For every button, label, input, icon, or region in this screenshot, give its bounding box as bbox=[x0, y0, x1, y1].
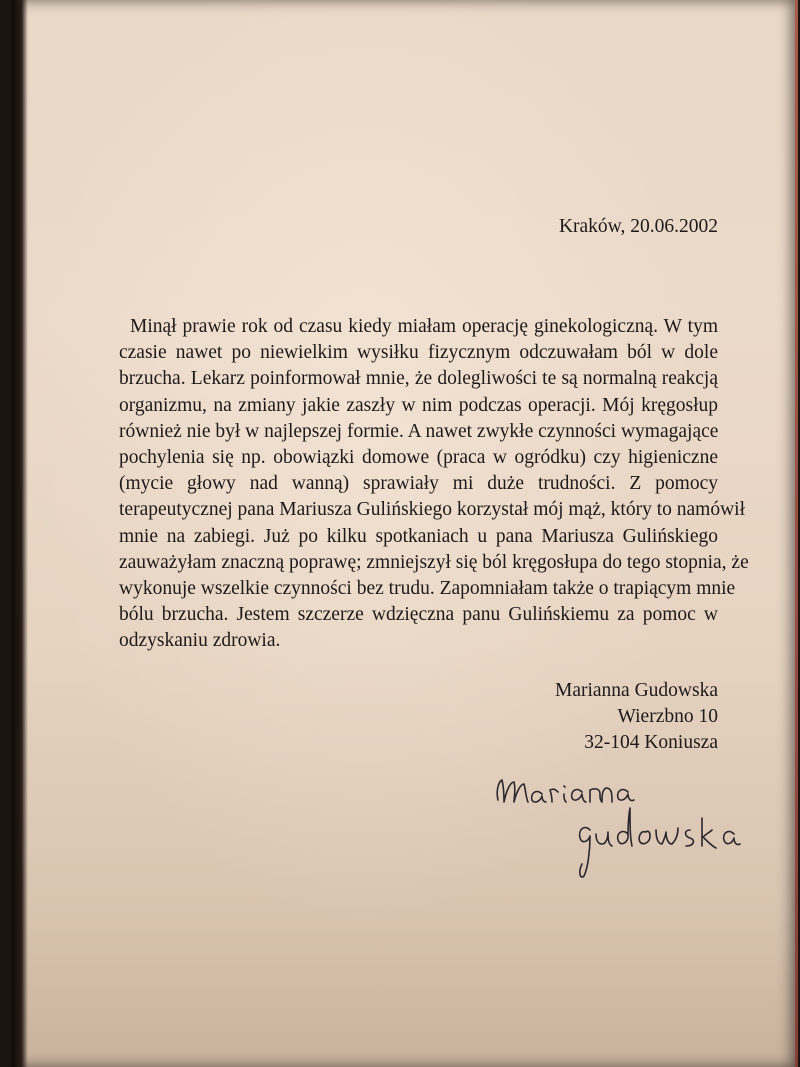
signature-stroke bbox=[497, 780, 528, 802]
signature-stroke bbox=[618, 790, 634, 801]
letter-body bbox=[119, 314, 749, 654]
body-line: mnie na zabiegi. Już po kilku spotkaniach u pana Mariusza Gulińskiego bbox=[119, 525, 718, 547]
signature-stroke bbox=[596, 832, 612, 846]
body-line: organizmu, na zmiany jakie zaszły w nim podczas operacji. Mój kręgosłup bbox=[119, 394, 718, 416]
sheet-shadow-left bbox=[12, 0, 28, 1067]
sender-city: 32-104 Koniusza bbox=[584, 732, 718, 754]
sender-address bbox=[482, 678, 718, 757]
letter-date: Kraków, 20.06.2002 bbox=[558, 216, 718, 237]
body-line: wykonuje wszelkie czynności bez trudu. Zapomniałam także o trapiącym mnie bbox=[119, 577, 736, 599]
body-line: brzucha. Lekarz poinformował mnie, że dolegliwości te są normalną reakcją bbox=[119, 368, 718, 390]
signature-stroke bbox=[724, 832, 740, 845]
body-line: również nie był w najlepszej formie. A nawet zwykłe czynności wymagające bbox=[119, 420, 719, 442]
body-line: terapeutycznej pana Mariusza Gulińskiego korzystał mój mąż, który to namówił bbox=[119, 499, 745, 521]
signature-stroke bbox=[572, 790, 586, 802]
signature-stroke bbox=[532, 792, 546, 803]
signature-stroke bbox=[550, 789, 558, 802]
signature-stroke bbox=[590, 788, 612, 802]
signature-stroke bbox=[580, 828, 590, 878]
sender-street: Wierzbno 10 bbox=[617, 706, 718, 728]
signature-stroke bbox=[618, 808, 632, 846]
sender-name: Marianna Gudowska bbox=[555, 680, 718, 701]
signature-stroke bbox=[564, 786, 566, 802]
body-line: bólu brzucha. Jestem szczerze wdzięczna panu Gulińskiemu za pomoc w bbox=[119, 604, 718, 626]
letter-sheet bbox=[12, 0, 798, 1067]
signature-stroke bbox=[702, 818, 716, 848]
body-line: pochylenia się np. obowiązki domowe (praca w ogródku) czy higieniczne bbox=[119, 446, 718, 468]
signature-stroke bbox=[656, 828, 678, 844]
signature-stroke bbox=[686, 830, 694, 846]
sheet-edge-right bbox=[795, 0, 798, 1067]
body-line: odzyskaniu zdrowia. bbox=[119, 630, 281, 652]
body-line: zauważyłam znaczną poprawę; zmniejszył się ból kręgosłupa do tego stopnia, że bbox=[119, 551, 749, 573]
signature-stroke bbox=[639, 831, 650, 843]
handwritten-signature bbox=[490, 768, 790, 888]
body-line: Minął prawie rok od czasu kiedy miałam operację ginekologiczną. W tym bbox=[130, 316, 718, 337]
body-line: (mycie głowy nad wanną) sprawiały mi duże trudności. Z pomocy bbox=[119, 473, 718, 495]
body-line: czasie nawet po niewielkim wysiłku fizycznym odczuwałam ból w dole bbox=[119, 342, 718, 364]
